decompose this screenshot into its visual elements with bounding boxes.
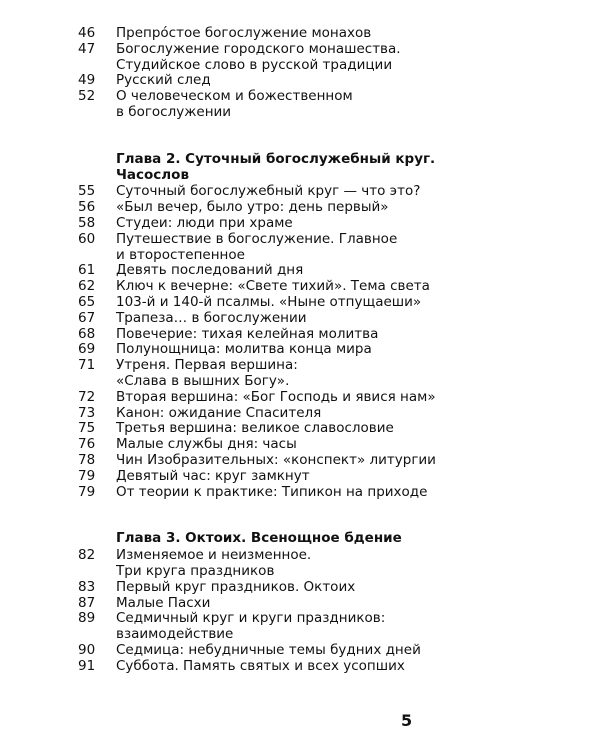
toc-entry[interactable] (78, 26, 578, 42)
toc-entry-title-line: Путешествие в богослужение. Главное (116, 230, 398, 247)
toc-entry[interactable] (78, 279, 578, 295)
toc-entry[interactable] (78, 184, 578, 200)
toc-entry-page: 87 (78, 594, 96, 611)
toc-entry-page: 79 (78, 483, 96, 500)
toc-entry-title (116, 358, 578, 390)
chapter-title-line: Глава 3. Октоих. Всенощное бдение (116, 530, 402, 547)
toc-entry-title-line: Канон: ожидание Спасителя (116, 404, 322, 421)
toc-entry-title (116, 295, 578, 311)
toc-entry[interactable] (78, 295, 578, 311)
toc-entry-page: 56 (78, 199, 96, 216)
toc-entry-page: 67 (78, 309, 96, 326)
chapter-3-heading (116, 531, 578, 547)
toc-entry[interactable] (78, 390, 578, 406)
toc-entry[interactable] (78, 73, 578, 89)
toc-entry[interactable] (78, 232, 578, 264)
toc-entry-title-line: Студийское слово в русской традиции (116, 56, 393, 73)
toc-entry[interactable] (78, 200, 578, 216)
toc-entry[interactable] (78, 263, 578, 279)
toc-entry[interactable] (78, 421, 578, 437)
toc-entry-title (116, 279, 578, 295)
toc-section-continued (78, 26, 578, 121)
chapter-2-heading (116, 152, 578, 184)
toc-entry-title (116, 406, 578, 422)
toc-entry[interactable] (78, 453, 578, 469)
toc-entry-page: 91 (78, 657, 96, 674)
toc-entry[interactable] (78, 89, 578, 121)
toc-entry-title-line: Полунощница: молитва конца мира (116, 341, 372, 358)
toc-entry-title-line: Первый круг праздников. Октоих (116, 578, 356, 595)
toc-entry-page: 82 (78, 547, 96, 564)
toc-entry-title (116, 469, 578, 485)
toc-entry-title (116, 73, 578, 89)
toc-entry-page: 61 (78, 262, 96, 279)
chapter-title-line: Часослов (116, 166, 190, 183)
toc-entry-title (116, 184, 578, 200)
toc-entry-title (116, 643, 578, 659)
toc-entry-page: 78 (78, 451, 96, 468)
toc-entry-page: 83 (78, 578, 96, 595)
toc-entry-title (116, 216, 578, 232)
toc-entry-page: 71 (78, 357, 96, 374)
toc-entry-page: 46 (78, 25, 96, 41)
toc-entry[interactable] (78, 548, 578, 580)
toc-entry-title (116, 26, 578, 42)
page-number: 5 (401, 711, 413, 730)
toc-entry-page: 75 (78, 420, 96, 437)
toc-entry-title (116, 453, 578, 469)
toc-entry-title-line: От теории к практике: Типикон на приходе (116, 483, 428, 500)
toc-entry-title-line: и второстепенное (116, 246, 245, 263)
toc-entry-title (116, 580, 578, 596)
toc-entry[interactable] (78, 469, 578, 485)
toc-entry[interactable] (78, 358, 578, 390)
toc-entry-title (116, 42, 578, 74)
toc-entry-title-line: Суббота. Память святых и всех усопших (116, 657, 405, 674)
toc-entry[interactable] (78, 580, 578, 596)
toc-entry[interactable] (78, 406, 578, 422)
toc-chapter-3-entries (78, 548, 578, 674)
toc-entry-title-line: Ключ к вечерне: «Свете тихий». Тема света (116, 278, 430, 295)
toc-entry-title-line: Девятый час: круг замкнут (116, 467, 310, 484)
toc-entry-title-line: Студеи: люди при храме (116, 214, 293, 231)
toc-entry-title-line: Русский след (116, 72, 211, 89)
chapter-title-line: Глава 2. Суточный богослужебный круг. (116, 150, 436, 167)
toc-entry-title-line: Третья вершина: великое славословие (116, 420, 394, 437)
toc-entry-title (116, 437, 578, 453)
toc-entry[interactable] (78, 485, 578, 501)
toc-entry[interactable] (78, 216, 578, 232)
toc-entry-title-line: Малые Пасхи (116, 594, 211, 611)
toc-entry-page: 62 (78, 278, 96, 295)
toc-entry-title (116, 421, 578, 437)
toc-entry-page: 49 (78, 72, 96, 89)
toc-entry-title-line: Трапеза… в богослужении (116, 309, 307, 326)
toc-entry-title-line: Повечерие: тихая келейная молитва (116, 325, 379, 342)
toc-entry-title (116, 485, 578, 501)
toc-entry-page: 55 (78, 183, 96, 200)
toc-entry-title-line: Изменяемое и неизменное. (116, 547, 312, 564)
toc-entry-page: 69 (78, 341, 96, 358)
toc-entry[interactable] (78, 659, 578, 675)
toc-entry-title-line: 103-й и 140-й псалмы. «Ныне отпущаеши» (116, 293, 422, 310)
toc-entry-title-line: Седмичный круг и круги праздников: (116, 610, 386, 627)
toc-entry-title-line: в богослужении (116, 103, 232, 120)
toc-entry[interactable] (78, 342, 578, 358)
toc-entry-title-line: Девять последований дня (116, 262, 304, 279)
toc-entry-title-line: Богослужение городского монашества. (116, 40, 401, 57)
toc-entry-page: 47 (78, 40, 96, 57)
toc-entry-title-line: Вторая вершина: «Бог Господь и явися нам» (116, 388, 436, 405)
toc-entry-title-line: Утреня. Первая вершина: (116, 357, 298, 374)
toc-entry[interactable] (78, 311, 578, 327)
toc-entry-title-line: «Слава в вышних Богу». (116, 372, 290, 389)
toc-entry-title (116, 311, 578, 327)
toc-entry-title (116, 390, 578, 406)
toc-entry-title (116, 611, 578, 643)
toc-entry-title-line: Суточный богослужебный круг — что это? (116, 183, 421, 200)
toc-entry[interactable] (78, 437, 578, 453)
toc-entry-page: 89 (78, 610, 96, 627)
toc-entry-title-line: Три круга праздников (116, 562, 275, 579)
toc-entry-title (116, 342, 578, 358)
toc-entry-page: 65 (78, 293, 96, 310)
toc-entry-page: 76 (78, 436, 96, 453)
toc-entry-title-line: Седмица: небудничные темы будних дней (116, 641, 421, 658)
toc-entry-title-line: Препро́стое богослужение монахов (116, 25, 372, 41)
toc-entry-page: 73 (78, 404, 96, 421)
toc-entry-title (116, 263, 578, 279)
toc-entry-title-line: Малые службы дня: часы (116, 436, 297, 453)
toc-entry-page: 58 (78, 214, 96, 231)
toc-entry-title (116, 200, 578, 216)
toc-entry-page: 72 (78, 388, 96, 405)
toc-entry-title-line: «Был вечер, было утро: день первый» (116, 199, 389, 216)
toc-entry-page: 52 (78, 88, 96, 105)
toc-entry-title (116, 89, 578, 121)
toc-entry-page: 79 (78, 467, 96, 484)
toc-entry-title-line: О человеческом и божественном (116, 88, 353, 105)
toc-entry[interactable] (78, 42, 578, 74)
toc-entry-title (116, 327, 578, 343)
toc-entry-title-line: Чин Изобразительных: «конспект» литургии (116, 451, 436, 468)
toc-entry[interactable] (78, 611, 578, 643)
toc-entry[interactable] (78, 327, 578, 343)
toc-entry[interactable] (78, 643, 578, 659)
toc-entry-page: 60 (78, 230, 96, 247)
toc-entry-title (116, 232, 578, 264)
toc-chapter-2-entries (78, 184, 578, 500)
toc-entry-title (116, 596, 578, 612)
toc-entry-title (116, 548, 578, 580)
toc-entry[interactable] (78, 596, 578, 612)
table-of-contents (78, 26, 578, 674)
toc-entry-page: 90 (78, 641, 96, 658)
toc-entry-title (116, 659, 578, 675)
toc-entry-page: 68 (78, 325, 96, 342)
toc-entry-title-line: взаимодействие (116, 626, 234, 643)
